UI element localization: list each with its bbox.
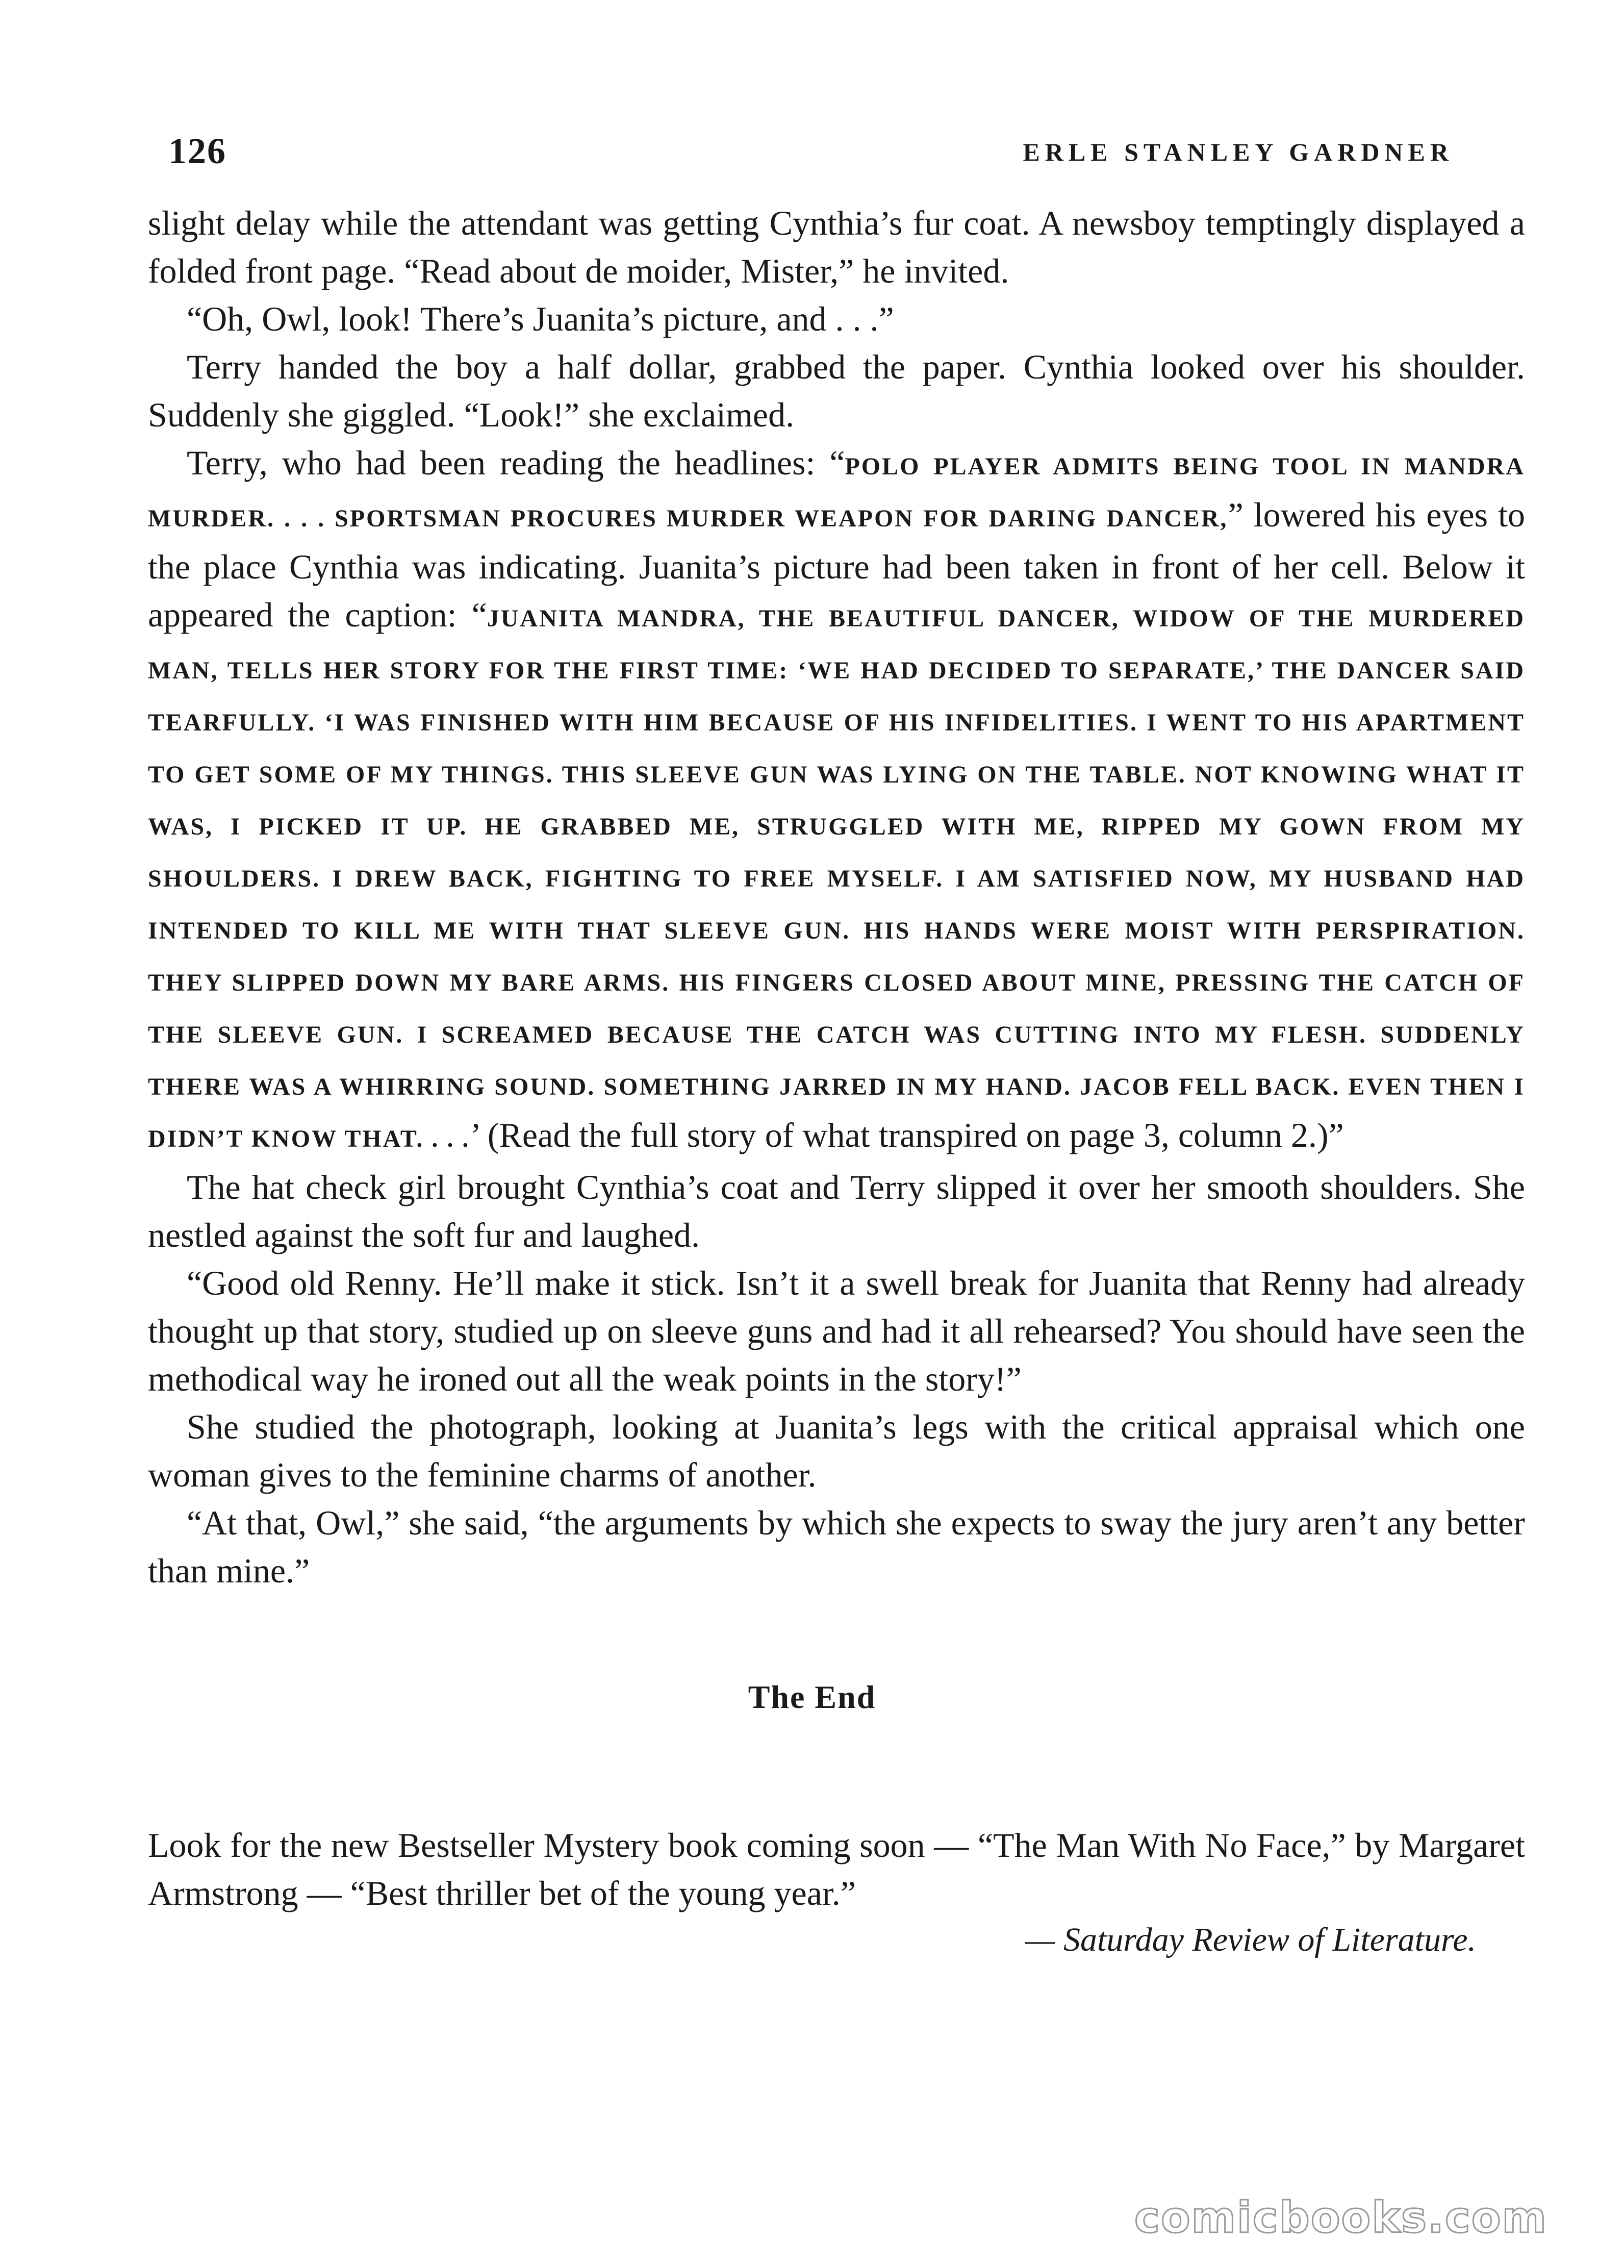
paragraph: “Oh, Owl, look! There’s Juanita’s picture, and . . .” [187, 299, 894, 338]
page-number: 126 [168, 131, 226, 171]
paragraph: “Good old Renny. He’ll make it stick. Isn’t it a swell break for Juanita that Renny had already thought up that story, studied up on sleeve guns and had it all rehearsed? You should have seen the methodical way he ironed out all the weak points in the story!” [148, 1264, 1525, 1398]
paragraph: She studied the photograph, looking at Juanita’s legs with the critical appraisal which one woman gives to the feminine charms of another. [148, 1407, 1525, 1494]
paragraph: Terry handed the boy a half dollar, grabbed the paper. Cynthia looked over his shoulder. Suddenly she giggled. “Look!” she exclaimed. [148, 347, 1525, 434]
paragraph-text: ” lowered his eyes to the place Cynthia was indicating. Juanita’s picture had been taken in front of her cell. Below it appeared the caption: “ [148, 495, 1526, 634]
newspaper-headline: POLO PLAYER ADMITS BEING TOOL IN MANDRA MURDER. . . . SPORTSMAN PROCURES MURDER WEAPON FOR DARING DANCER, [148, 453, 1526, 532]
paragraph: The hat check girl brought Cynthia’s coat and Terry slipped it over her smooth shoulders. She nestled against the soft fur and laughed. [148, 1168, 1525, 1254]
book-advertisement [148, 1821, 1525, 1917]
the-end-heading: The End [748, 1679, 876, 1715]
running-title: ERLE STANLEY GARDNER [1023, 138, 1454, 166]
watermark: comicbooks.com [1134, 2193, 1547, 2242]
newspaper-caption: JUANITA MANDRA, THE BEAUTIFUL DANCER, WIDOW OF THE MURDERED MAN, TELLS HER STORY FOR THE FIRST TIME: ‘WE HAD DECIDED TO SEPARATE,’ THE DANCER SAID TEARFULLY. ‘I WAS FINISHED WITH HIM BECAUSE OF HIS INFIDELITIES. I WENT TO HIS APARTMENT TO GET SOME OF MY THINGS. THIS SLEEVE GUN WAS LYING ON THE TABLE. NOT KNOWING WHAT IT WAS, I PICKED IT UP. HE GRABBED ME, STRUGGLED WITH ME, RIPPED MY GOWN FROM MY SHOULDERS. I DREW BACK, FIGHTING TO FREE MYSELF. I AM SATISFIED NOW, MY HUSBAND HAD INTENDED TO KILL ME WITH THAT SLEEVE GUN. HIS HANDS WERE MOIST WITH PERSPIRATION. THEY SLIPPED DOWN MY BARE ARMS. HIS FINGERS CLOSED ABOUT MINE, PRESSING THE CATCH OF THE SLEEVE GUN. I SCREAMED BECAUSE THE CATCH WAS CUTTING INTO MY FLESH. SUDDENLY THERE WAS A WHIRRING SOUND. SOMETHING JARRED IN MY HAND. JACOB FELL BACK. EVEN THEN I DIDN’T KNOW THAT. . . . [148, 605, 1525, 1152]
running-head [168, 130, 1454, 176]
advertisement-text: Look for the new Bestseller Mystery book coming soon — “The Man With No Face,” by Margaret Armstrong — “Best thriller bet of the young year.” [148, 1826, 1525, 1912]
paragraph: “At that, Owl,” she said, “the arguments by which she expects to sway the jury aren’t any better than mine.” [148, 1503, 1525, 1590]
paragraph-text: Terry, who had been reading the headlines: “ [187, 443, 845, 482]
body-text [148, 199, 1525, 1595]
advertisement-attribution: — Saturday Review of Literature. [1025, 1921, 1476, 1958]
paragraph-text: ’ (Read the full story of what transpired on page 3, column 2.)” [470, 1116, 1344, 1154]
paragraph: slight delay while the attendant was getting Cynthia’s fur coat. A newsboy temptingly displayed a folded front page. “Read about de moider, Mister,” he invited. [148, 204, 1525, 290]
paragraph-headline-caption [148, 439, 1525, 1163]
